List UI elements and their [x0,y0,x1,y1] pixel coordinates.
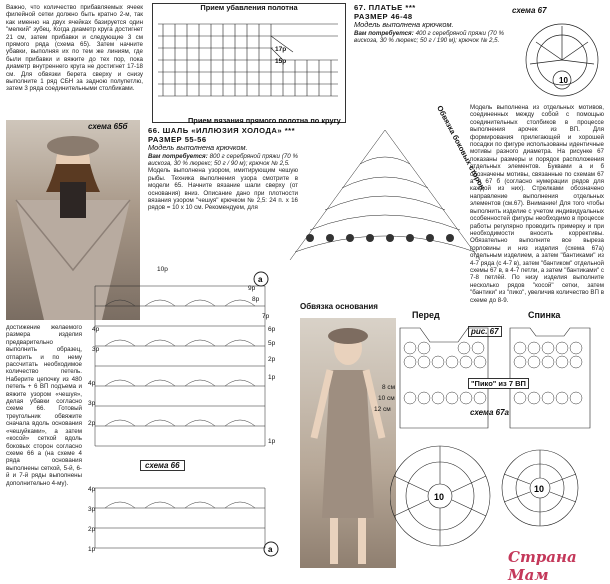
dress-size: РАЗМЕР 46-48 [354,11,413,21]
schema-67a-label: схема 67а [470,408,509,417]
pico-label: "Пико" из 7 ВП [468,378,529,389]
row-label: 4р [88,380,96,387]
row-label: 2р [88,526,96,533]
decrease-diagram [153,12,343,112]
row-label: 3р [92,346,100,353]
fan-diagram [270,120,500,270]
row-label: 2р [88,420,96,427]
row-label: 5р [268,340,276,347]
schema-67-label: схема 67 [512,6,547,15]
front-label: Перед [412,310,440,320]
svg-text:а: а [268,545,273,554]
shawl-needed: Вам потребуется: 800 г серебряной пряжи (70 % вискоза, 30 % люрекс; 50 г / 90 м); крючок № 2,5. [148,152,298,167]
base-trim-label: Обвязка основания [300,302,378,311]
measure-12: 12 см [374,406,391,413]
schema-66-label: схема 66 [140,460,185,471]
row-label: 1р [268,438,276,445]
dress-body: Модель выполнена из отдельных мотивов, соединенных между собой с помощью соединительных столбиков в процессе выполнения арочек из ВП. Для формирования прилегающей и хорошей посадки по фигуре использованы идентичные мотивы разного диаметра. На рисунке 67 показаны размеры и порядок расположения отдельных элементов. Буквами а и б обозначены мотивы, связанные по схемам 67 а и 67 б (согласно нумерации рядов для каждой из них). Стрелками обозначено направление выполнения отдельных элементов (см.67). Внимание! Для того чтобы выполнить изделие с учетом индивидуальных особенностей фигуры необходимо в процессе работы регулярно проводить примерку и при необходимости вносить коррективы. Обязательно выполните все выреза горловины и низ изделия (схема 67а) отдельным изделием, а затем "бантиками" из 4-7 ряда (с 4-7 в), затем "бантиком" отдельной схемы 67 в, в 4-7 петли, а затем "бантиками" с 7-8 петлёй. По низу изделия выполните несколько рядов "косой" сетки, затем "бантики" из "пико", увеличив количество ВП в схеме до 8-9. [470,104,604,304]
row-label: 4р [92,326,100,333]
side-trim-label: Обвязка боковых сторон [435,104,488,192]
decrease-title: Прием убавления полотна [200,3,298,12]
back-label: Спинка [528,310,561,320]
shawl-size: РАЗМЕР 55-56 [148,134,207,144]
decrease-row-15: 15р [275,58,287,65]
shawl-title: 66. ШАЛЬ «ИЛЛЮЗИЯ ХОЛОДА» *** [148,126,296,135]
schema-656-label: схема 65б [88,122,128,131]
shawl-subtitle: Модель выполнена крючком. [148,143,248,153]
dress-needed: Вам потребуется: 400 г серебряной пряжи (70 % вискоза, 30 % люрекс; 50 г / 190 м); крючок № 2,5. [354,29,504,44]
shawl-continuation-text: достижение желаемого размера изделия предварительно выполнить образец, отпарить и по нему рассчитать необходимое количество петель. Наберите цепочку из 480 петель + 6 ВП подъема и вяжите узором «чешуя», делая убавки согласно схеме 66. Готовый треугольник обвяжите сначала вдоль основания «чешуйками», а затем «косой» сеткой вдоль боковых сторон согласно схеме 66 а (на схеме 4 ряда основания выполнены сеткой, 5-й, 6-й и 7-й ряды выполнены дополнительно 4-му). [6,324,82,487]
row-label: 6р [268,326,276,333]
row-label: 7р [262,313,270,320]
row-label: 3р [88,400,96,407]
circle-a-upper [252,270,270,288]
shawl-body: Модель выполнена узором, имитирующим чешую рыбы. Техника выполнения узора смотрите в модели 65. Начните вязание шали сверху (от основания) вниз. Описание дано при плотности вязания узором "чешуя" крючком № 2,5: 24 п. х 16 рядов = 10 х 10 см. Рекомендуем, для [148,167,298,212]
row-label: 8р [252,296,260,303]
dress-title: 67. ПЛАТЬЕ *** [354,3,416,12]
circle-a-lower [262,540,280,558]
fig-67-label: рис. 67 [468,326,502,337]
row-label: 3р [88,506,96,513]
schema-66-diagram [85,268,280,568]
row-label: 2р [268,356,276,363]
knit-title: Прием вязания прямого полотна по кругу [188,116,341,125]
intro-text: Важно, что количество прибавляемых ячеек филейной сетки должно быть кратно 2-м, так как именно на двух ячейках базируется один "мелкий" зубец. Когда диаметр круга достигнет 21 см, затем прибавки и следующие 3 см прямого ряда (схема 65). Затем начните убавки, выполняя их по тем же линиям, где были прибавки и вяжите до тех пор, пока диаметр внутреннего круга не достигнет 17-18 см. Для обвязки берета сверху и снизу выполните 1 ряд СБН за задною полупетлю, затем 3 ряда соединительными столбиками. [6,4,143,93]
row-label: 1р [268,374,276,381]
motif-67-diagram [510,12,606,104]
motif-67-center: 10 [559,76,568,85]
svg-text:а: а [258,275,263,284]
motif-circles-diagram [390,428,605,568]
decrease-row-17: 17р [275,46,287,53]
row-label: 10р [157,266,168,273]
measure-10: 10 см [378,395,395,402]
motif-big-center: 10 [434,492,445,502]
decrease-schema-box [152,3,346,123]
dress-subtitle: Модель выполнена крючком. [354,20,454,30]
watermark-logo: Страна Мам [508,548,577,584]
row-label: 1р [88,546,96,553]
row-label: 9р [248,285,256,292]
dress-article [354,4,504,44]
motif-small-center: 10 [534,484,545,494]
row-label: 4р [88,486,96,493]
measure-8: 8 см [382,384,396,391]
